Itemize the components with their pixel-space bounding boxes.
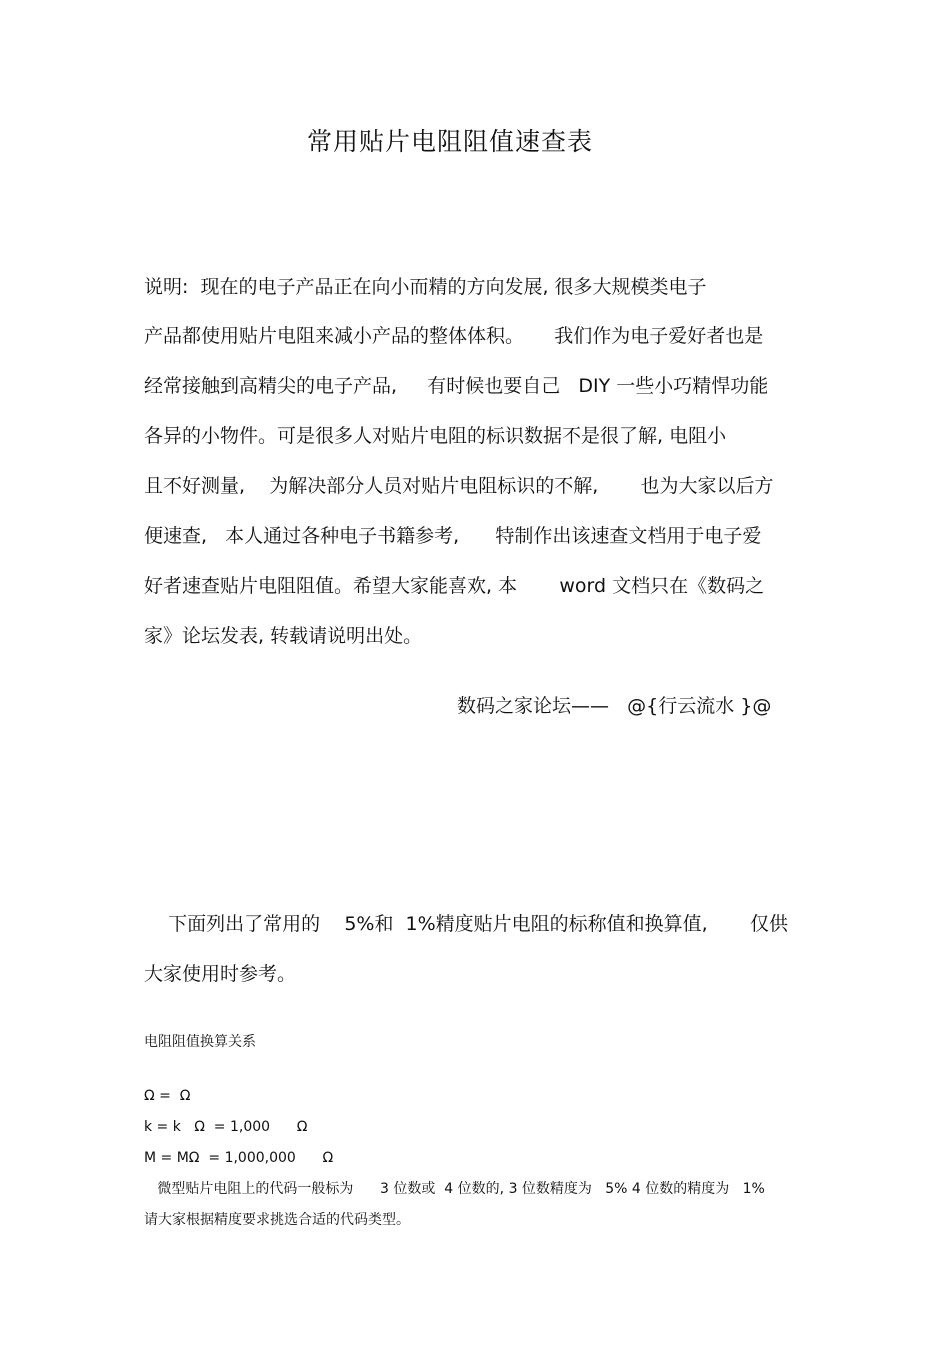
intro-line: 各异的小物件。可是很多人对贴片电阻的标识数据不是很了解, 电阻小: [144, 425, 727, 447]
intro-line: 且不好测量, 为解决部分人员对贴片电阻标识的不解, 也为大家以后方: [144, 475, 774, 497]
signature: 数码之家论坛—— @{行云流水 }@: [457, 695, 772, 717]
intro-line: 说明: 现在的电子产品正在向小而精的方向发展, 很多大规模类电子: [144, 276, 707, 298]
conversion-line: M = MΩ = 1,000,000 Ω: [144, 1150, 334, 1166]
intro-line: 便速查, 本人通过各种电子书籍参考, 特制作出该速查文档用于电子爱: [144, 525, 762, 547]
conversion-heading: 电阻阻值换算关系: [144, 1034, 256, 1050]
conversion-line: k = k Ω = 1,000 Ω: [144, 1119, 308, 1135]
intro-line: 产品都使用贴片电阻来减小产品的整体体积。 我们作为电子爱好者也是: [144, 325, 764, 347]
code-note-line: 请大家根据精度要求挑选合适的代码类型。: [144, 1212, 410, 1228]
intro-line: 好者速查贴片电阻阻值。希望大家能喜欢, 本 word 文档只在《数码之: [144, 575, 765, 597]
list-intro-line: 大家使用时参考。: [144, 963, 297, 985]
list-intro-line: 下面列出了常用的 5%和 1%精度贴片电阻的标称值和换算值, 仅供: [144, 913, 788, 935]
intro-line: 经常接触到高精尖的电子产品, 有时候也要自己 DIY 一些小巧精悍功能: [144, 375, 769, 397]
intro-line: 家》论坛发表, 转载请说明出处。: [144, 625, 423, 647]
code-note-line: 微型贴片电阻上的代码一般标为 3 位数或 4 位数的, 3 位数精度为 5% 4 位数的精度为 1%: [144, 1181, 765, 1197]
document-title: 常用贴片电阻阻值速查表: [306, 127, 593, 156]
conversion-line: Ω = Ω: [144, 1088, 191, 1104]
